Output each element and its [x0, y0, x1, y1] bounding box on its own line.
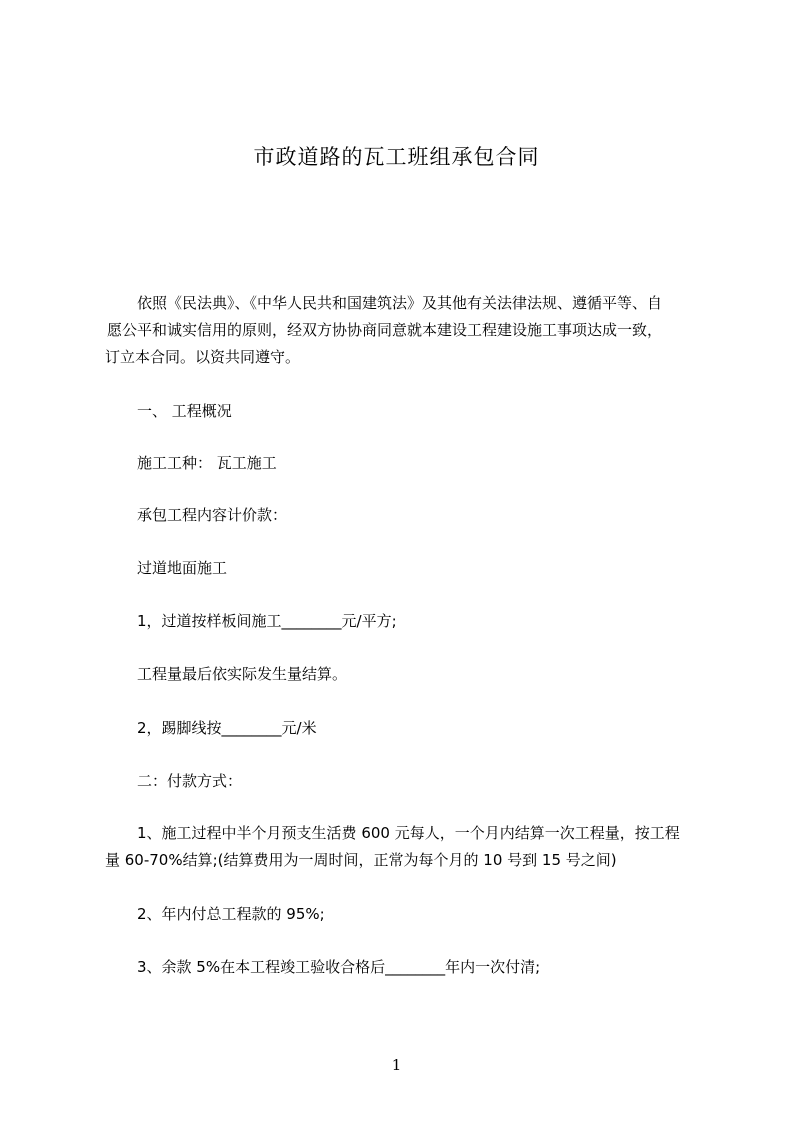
payment-item-2: 2、年内付总工程款的 95%; — [137, 905, 325, 923]
document-title: 市政道路的瓦工班组承包合同 — [253, 145, 540, 169]
payment-item-1-line-2: 量 60-70%结算;(结算费用为一周时间，正常为每个月的 10 号到 15 号之间) — [105, 851, 617, 869]
page-number: 1 — [391, 1056, 402, 1074]
pricing-item-1-note: 工程量最后依实际发生量结算。 — [137, 665, 348, 683]
preamble-line-3: 订立本合同。以资共同遵守。 — [105, 348, 301, 366]
section-2-heading: 二：付款方式： — [137, 772, 243, 790]
pricing-item-2: 2，踢脚线按________元/米 — [137, 719, 317, 737]
section-1-heading: 一、 工程概况 — [137, 402, 232, 420]
preamble-line-1: 依照《民法典》、《中华人民共和国建筑法》及其他有关法律法规、遵循平等、自 — [137, 294, 663, 312]
pricing-label: 承包工程内容计价款： — [137, 506, 288, 524]
payment-item-3: 3、余款 5%在本工程竣工验收合格后________年内一次付清; — [137, 958, 541, 976]
work-type-line: 施工工种： 瓦工施工 — [137, 454, 277, 472]
pricing-item-1: 1，过道按样板间施工________元/平方; — [137, 612, 397, 630]
payment-item-1-line-1: 1、施工过程中半个月预支生活费 600 元每人，一个月内结算一次工程量，按工程 — [137, 824, 680, 842]
subheading-corridor-floor: 过道地面施工 — [137, 559, 228, 577]
preamble-line-2: 愿公平和诚实信用的原则，经双方协协商同意就本建设工程建设施工事项达成一致， — [107, 321, 663, 339]
